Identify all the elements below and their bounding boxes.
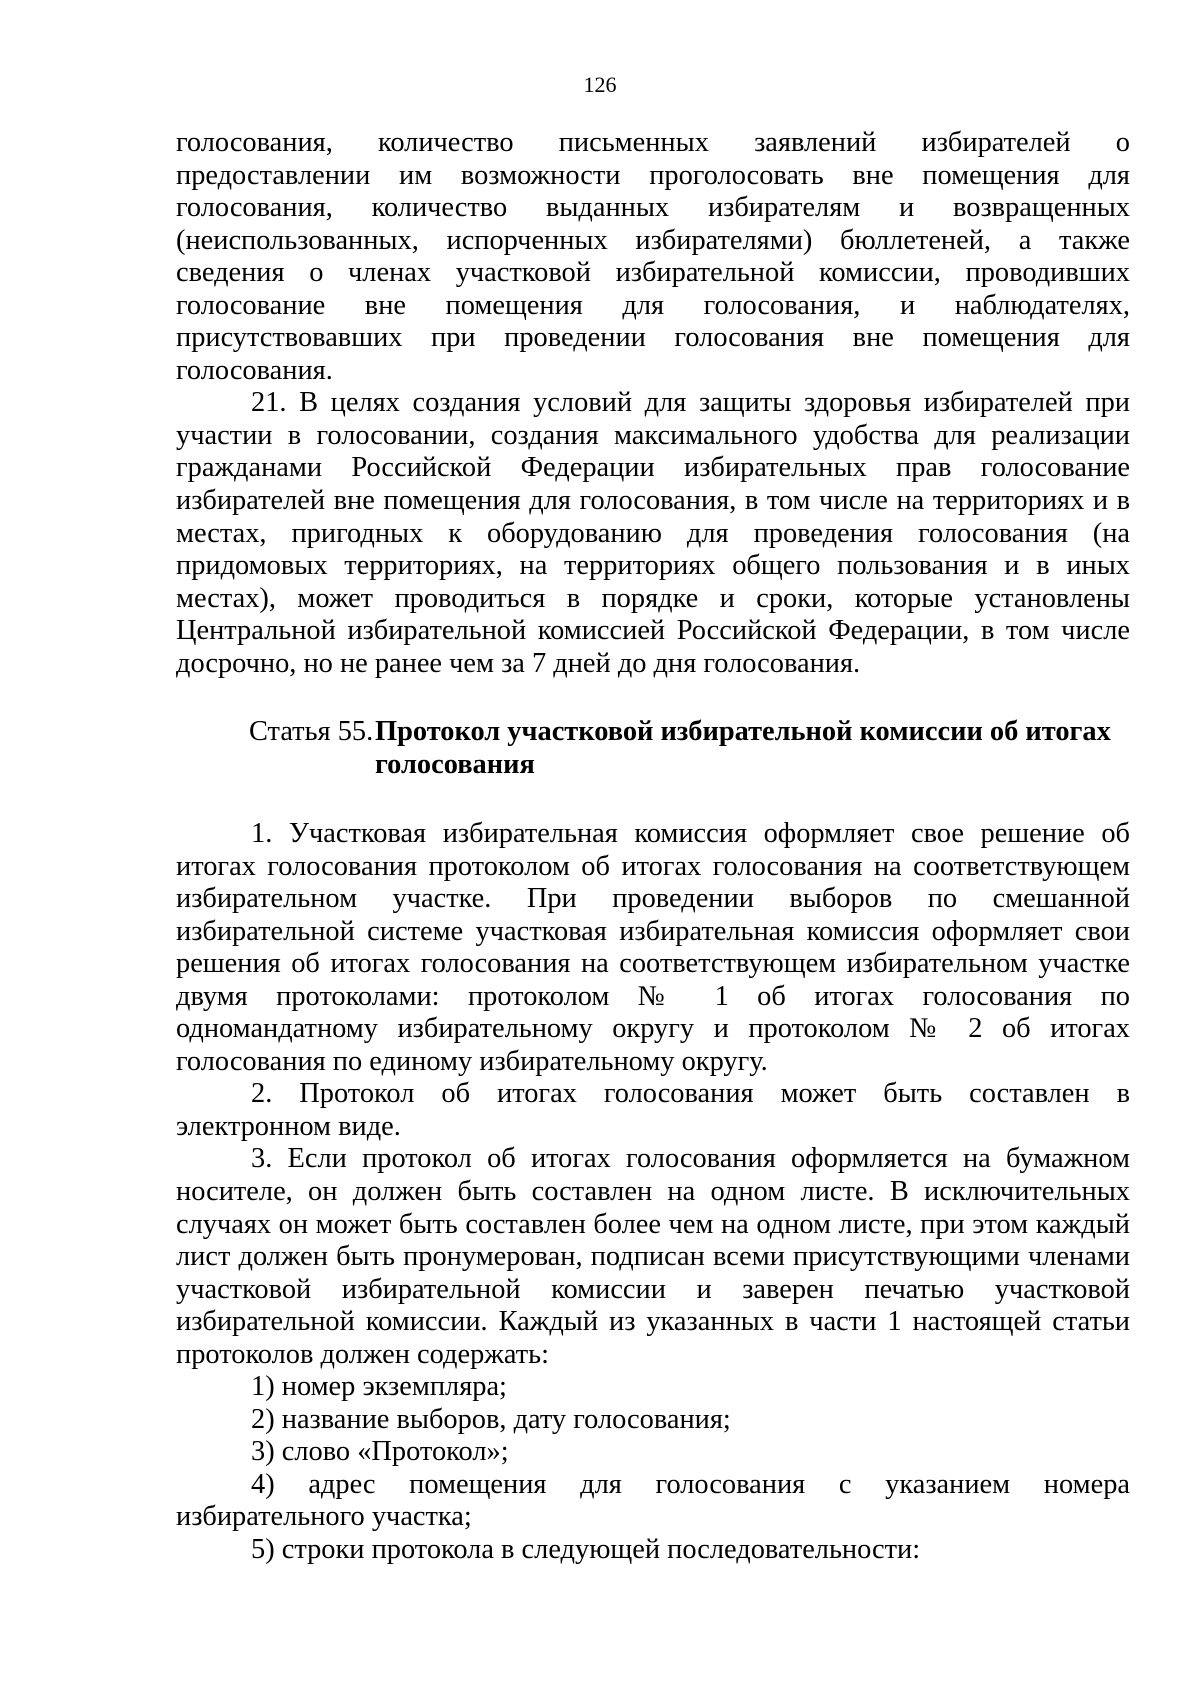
page-number: 126 [583,72,617,97]
list-item-3: 3) слово «Протокол»; [251,1436,509,1468]
paragraph-continuation: голосования, количество письменных заявлений избирателей о предоставлении им возможности проголосовать вне помещения для голосования, количество выданных избирателям и возвращенных (неиспользованных, испорченных избирателями) бюллетеней, а также сведения о членах участковой избирательной комиссии, проводивших голосование вне помещения для голосования, и наблюдателях, присутствовавших при проведении голосования вне помещения для голосования. [176,127,1130,386]
list-item-4: 4) адрес помещения для голосования с указанием номера избирательного участка; [176,1468,1130,1533]
paragraph-2: 2. Протокол об итогах голосования может быть составлен в электронном виде. [176,1078,1130,1142]
article-title: Протокол участковой избирательной комиссии об итогах голосования [375,716,1111,780]
paragraph-1: 1. Участковая избирательная комиссия оформляет свое решение об итогах голосования протоколом об итогах голосования на соответствующем избирательном участке. При проведении выборов по смешанной избирательной системе участковая избирательная комиссия оформляет свои решения об итогах голосования на соответствующем избирательном участке двумя протоколами: протоколом № 1 об итогах голосования по одномандатному избирательному округу и протоколом № 2 об итогах голосования по единому избирательному округу. [176,818,1130,1077]
article-heading [249,716,1129,781]
list-item-1: 1) номер экземпляра; [251,1371,507,1403]
article-number: Статья 55. [249,716,374,747]
paragraph-21: 21. В целях создания условий для защиты здоровья избирателей при участии в голосовании, создания максимального удобства для реализации гражданами Российской Федерации избирательных прав голосование избирателей вне помещения для голосования, в том числе на территориях и в местах, пригодных к оборудованию для проведения голосования (на придомовых территориях, на территориях общего пользования и в иных местах), может проводиться в порядке и сроки, которые установлены Центральной избирательной комиссией Российской Федерации, в том числе досрочно, но не ранее чем за 7 дней до дня голосования. [176,387,1130,679]
text-block-top [176,127,1130,680]
text-block-article-55 [176,818,1130,1567]
paragraph-3: 3. Если протокол об итогах голосования оформляется на бумажном носителе, он должен быть составлен на одном листе. В исключительных случаях он может быть составлен более чем на одном листе, при этом каждый лист должен быть пронумерован, подписан всеми присутствующими членами участковой избирательной комиссии и заверен печатью участковой избирательной комиссии. Каждый из указанных в части 1 настоящей статьи протоколов должен содержать: [176,1143,1130,1370]
list-item-2: 2) название выборов, дату голосования; [251,1403,731,1435]
list-item-5: 5) строки протокола в следующей последовательности: [251,1534,921,1566]
